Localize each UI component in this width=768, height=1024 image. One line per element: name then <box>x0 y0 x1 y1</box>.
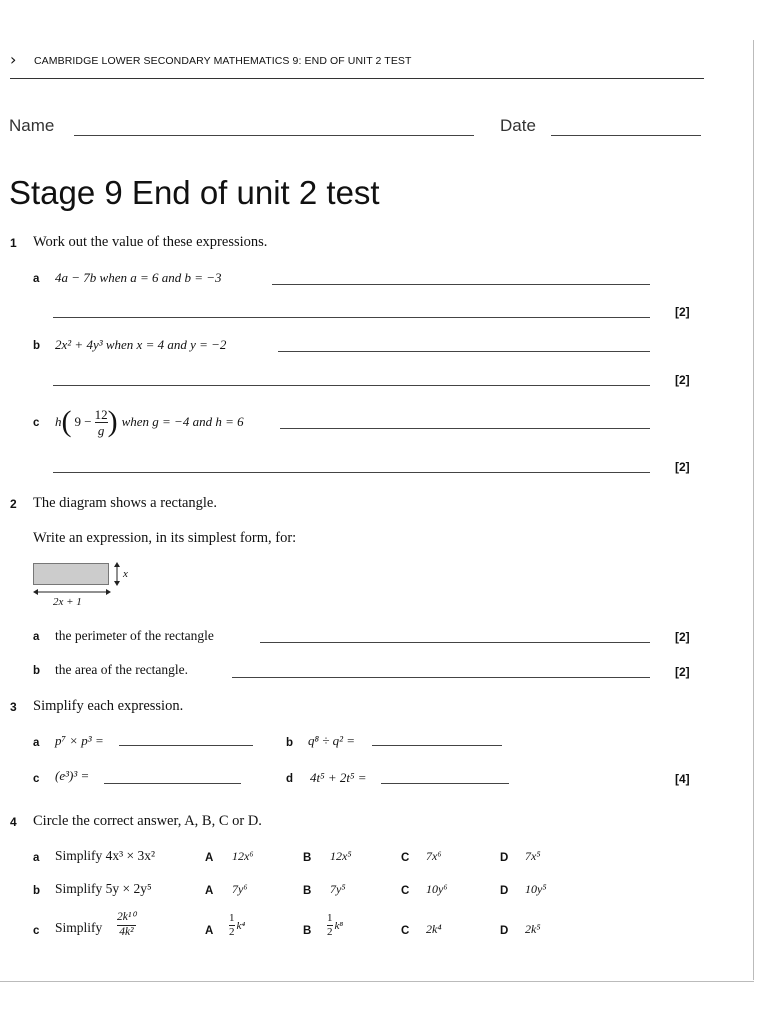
option-label[interactable]: D <box>500 852 509 864</box>
page-bottom-edge <box>0 981 754 982</box>
option-value[interactable] <box>327 913 343 938</box>
option-value[interactable]: 12x⁶ <box>232 849 254 863</box>
expr-h: h <box>55 414 62 429</box>
expr-tail: when g = −4 and h = 6 <box>121 414 244 429</box>
fraction-num: 1 <box>327 912 333 924</box>
option-value[interactable]: 10y⁶ <box>426 882 448 896</box>
marks: [2] <box>675 665 690 679</box>
marks: [2] <box>675 630 690 644</box>
part-label: c <box>33 417 40 429</box>
page-edge <box>753 40 754 980</box>
question-text: The diagram shows a rectangle. <box>33 495 217 511</box>
option-label[interactable]: A <box>205 852 214 864</box>
width-label: 2x + 1 <box>53 596 82 608</box>
marks: [4] <box>675 772 690 786</box>
expression: q⁸ ÷ q² = <box>308 733 356 748</box>
option-value[interactable]: 7x⁶ <box>426 849 442 863</box>
answer-line[interactable] <box>260 642 650 643</box>
answer-line[interactable] <box>372 745 502 746</box>
date-line[interactable] <box>551 135 701 136</box>
fraction-num: 12 <box>94 406 108 422</box>
part-label: a <box>33 737 40 749</box>
fraction-expression <box>55 402 244 442</box>
close-paren: ) <box>107 405 118 438</box>
option-value[interactable]: 7x⁵ <box>525 849 541 863</box>
page-title: Stage 9 End of unit 2 test <box>9 174 380 211</box>
answer-line[interactable] <box>53 317 650 318</box>
part-text: the perimeter of the rectangle <box>55 628 214 643</box>
question-text: Write an expression, in its simplest form, for: <box>33 530 297 546</box>
marks: [2] <box>675 460 690 474</box>
question-number: 2 <box>10 497 17 511</box>
height-arrow-icon <box>110 561 124 587</box>
option-value[interactable]: 2k⁴ <box>426 922 442 936</box>
fraction-den: 4k² <box>119 925 134 938</box>
expression: 2x² + 4y³ when x = 4 and y = −2 <box>55 337 227 352</box>
side-label: x <box>123 568 128 580</box>
part-label: b <box>33 665 41 677</box>
option-value[interactable]: 10y⁵ <box>525 882 547 896</box>
option-value[interactable] <box>229 913 245 938</box>
option-label[interactable]: B <box>303 925 312 937</box>
part-label: c <box>33 773 40 785</box>
fraction-num: 2k¹⁰ <box>117 911 136 923</box>
question-number: 4 <box>10 815 17 829</box>
option-value[interactable]: 12x⁵ <box>330 849 352 863</box>
option-value[interactable]: 2k⁵ <box>525 922 541 936</box>
mcq-prompt: Simplify 4x³ × 3x² <box>55 848 156 863</box>
fraction-den: 2 <box>327 926 333 938</box>
option-value[interactable]: 7y⁶ <box>232 882 248 896</box>
part-label: c <box>33 925 40 937</box>
part-text: the area of the rectangle. <box>55 662 189 677</box>
option-label[interactable]: D <box>500 885 509 897</box>
answer-line[interactable] <box>53 385 650 386</box>
marks: [2] <box>675 305 690 319</box>
part-label: d <box>286 773 294 785</box>
option-term: k⁸ <box>334 919 344 932</box>
answer-line[interactable] <box>280 428 650 429</box>
expression: 4t⁵ + 2t⁵ = <box>310 770 367 785</box>
expression: 4a − 7b when a = 6 and b = −3 <box>55 270 222 285</box>
date-label: Date <box>500 116 536 135</box>
part-label: b <box>286 737 294 749</box>
running-header: CAMBRIDGE LOWER SECONDARY MATHEMATICS 9: END OF UNIT 2 TEST <box>34 55 412 67</box>
option-label[interactable]: C <box>401 925 410 937</box>
expr-nine: 9 − <box>74 414 92 429</box>
part-label: a <box>33 631 40 643</box>
expression: (e³)³ = <box>55 768 90 783</box>
question-text: Circle the correct answer, A, B, C or D. <box>33 813 262 829</box>
question-number: 3 <box>10 700 17 714</box>
question-number: 1 <box>10 236 17 250</box>
option-label[interactable]: D <box>500 925 509 937</box>
name-line[interactable] <box>74 135 474 136</box>
fraction-den: g <box>97 422 105 438</box>
header-rule <box>10 78 704 79</box>
option-label[interactable]: A <box>205 885 214 897</box>
option-label[interactable]: B <box>303 885 312 897</box>
question-text: Work out the value of these expressions. <box>33 234 268 250</box>
answer-line[interactable] <box>104 783 241 784</box>
option-term: k⁴ <box>236 919 246 932</box>
fraction-den: 2 <box>229 926 235 938</box>
mcq-prompt: Simplify 5y × 2y⁵ <box>55 881 152 896</box>
chevron-right-icon: › <box>10 50 17 69</box>
option-label[interactable]: C <box>401 852 410 864</box>
answer-line[interactable] <box>53 472 650 473</box>
option-value[interactable]: 7y⁵ <box>330 882 346 896</box>
fraction <box>95 408 108 437</box>
part-label: a <box>33 852 40 864</box>
name-label: Name <box>9 116 55 135</box>
prompt-fraction <box>117 912 136 938</box>
answer-line[interactable] <box>119 745 253 746</box>
part-label: a <box>33 273 40 285</box>
fraction-num: 1 <box>229 912 235 924</box>
answer-line[interactable] <box>381 783 509 784</box>
answer-line[interactable] <box>272 284 650 285</box>
option-label[interactable]: A <box>205 925 214 937</box>
answer-line[interactable] <box>278 351 650 352</box>
expression: p⁷ × p³ = <box>55 733 104 748</box>
option-label[interactable]: C <box>401 885 410 897</box>
marks: [2] <box>675 373 690 387</box>
rectangle-diagram <box>33 563 109 585</box>
part-label: b <box>33 885 41 897</box>
answer-line[interactable] <box>232 677 650 678</box>
open-paren: ( <box>61 405 72 438</box>
option-label[interactable]: B <box>303 852 312 864</box>
mcq-prompt: Simplify <box>55 920 103 935</box>
part-label: b <box>33 340 41 352</box>
question-text: Simplify each expression. <box>33 698 184 714</box>
